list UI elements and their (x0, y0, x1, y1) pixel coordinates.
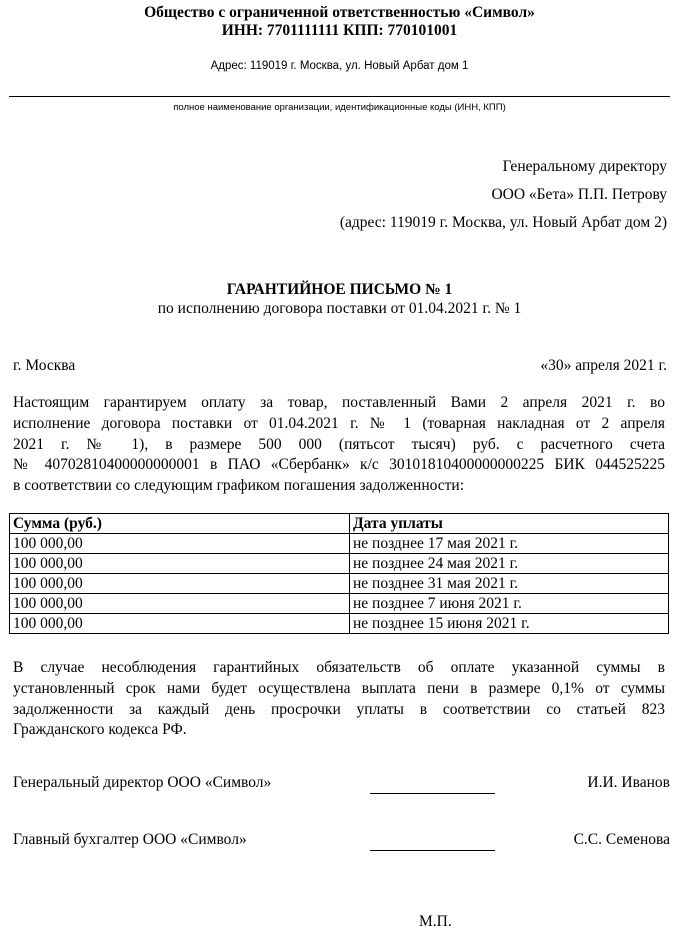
paragraph-line: установленный срок нами будет осуществлена выплата пени в размере 0,1% от суммы (13, 679, 665, 697)
column-header-amount: Сумма (руб.) (10, 514, 350, 534)
payment-schedule-table (9, 513, 669, 634)
org-name: Общество с ограниченной ответственностью «Символ» (144, 4, 535, 21)
header-caption: полное наименование организации, идентификационные коды (ИНН, КПП) (173, 102, 506, 113)
org-ids: ИНН: 7701111111 КПП: 770101001 (221, 22, 458, 39)
table-row (10, 594, 669, 614)
org-address: Адрес: 119019 г. Москва, ул. Новый Арбат дом 1 (210, 60, 469, 72)
letter-title: ГАРАНТИЙНОЕ ПИСЬМО № 1 (226, 281, 453, 298)
signatory-role-accountant: Главный бухгалтер ООО «Символ» (13, 831, 247, 848)
letter-city: г. Москва (13, 357, 76, 374)
addressee-address: (адрес: 119019 г. Москва, ул. Новый Арбат дом 2) (339, 214, 667, 231)
date-cell: не позднее 15 июня 2021 г. (350, 614, 669, 634)
paragraph-line: в соответствии со следующим графиком погашения задолженности: (13, 477, 465, 495)
paragraph-line: № 40702810400000000001 в ПАО «Сбербанк» к/с 30101810400000000225 БИК 044525225 (13, 456, 665, 474)
paragraph-line: задолженности за каждый день просрочки уплаты в соответствии со статьей 823 (13, 700, 665, 718)
signatory-role-director: Генеральный директор ООО «Символ» (13, 774, 272, 791)
letter-date: «30» апреля 2021 г. (540, 357, 667, 374)
paragraph-line: исполнение договора поставки от 01.04.2021 г. № 1 (товарная накладная от 2 апреля (13, 414, 665, 432)
amount-cell: 100 000,00 (10, 554, 350, 574)
table-row (10, 574, 669, 594)
amount-cell: 100 000,00 (10, 574, 350, 594)
table-row (10, 614, 669, 634)
paragraph-line: Настоящим гарантируем оплату за товар, поставленный Вами 2 апреля 2021 г. во (13, 394, 665, 411)
date-cell: не позднее 17 мая 2021 г. (350, 534, 669, 554)
addressee-name: ООО «Бета» П.П. Петрову (491, 186, 667, 203)
date-cell: не позднее 31 мая 2021 г. (350, 574, 669, 594)
table-row (10, 534, 669, 554)
signatory-name-director: И.И. Иванов (587, 774, 670, 791)
paragraph-line: 2021 г. № 1), в размере 500 000 (пятьсот тысяч) руб. с расчетного счета (13, 435, 665, 453)
header-divider (9, 96, 670, 97)
paragraph-line: Гражданского кодекса РФ. (13, 721, 187, 739)
date-cell: не позднее 24 мая 2021 г. (350, 554, 669, 574)
signature-line (370, 850, 495, 851)
amount-cell: 100 000,00 (10, 594, 350, 614)
guarantee-paragraph (13, 393, 665, 497)
stamp-placeholder: М.П. (419, 913, 452, 930)
column-header-date: Дата уплаты (350, 514, 669, 534)
addressee-position: Генеральному директору (502, 158, 667, 175)
signature-line (370, 793, 495, 794)
table-row (10, 554, 669, 574)
amount-cell: 100 000,00 (10, 534, 350, 554)
signatory-name-accountant: С.С. Семенова (573, 831, 670, 848)
paragraph-line: В случае несоблюдения гарантийных обязательств об оплате указанной суммы в (13, 659, 665, 676)
penalty-paragraph (13, 658, 665, 741)
table-header-row (10, 514, 669, 534)
date-cell: не позднее 7 июня 2021 г. (350, 594, 669, 614)
amount-cell: 100 000,00 (10, 614, 350, 634)
letter-subtitle: по исполнению договора поставки от 01.04.2021 г. № 1 (157, 300, 522, 317)
